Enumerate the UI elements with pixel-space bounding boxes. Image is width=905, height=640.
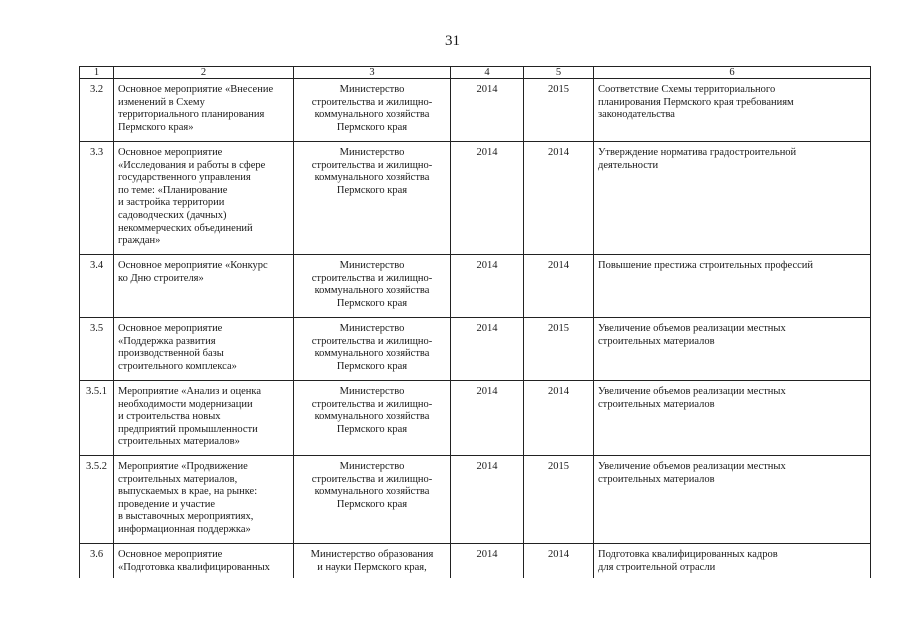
cell-text-line: строительных материалов bbox=[598, 398, 715, 410]
cell-text-line: для строительной отрасли bbox=[598, 561, 716, 573]
cell-text-line: «Исследования и работы в сфере bbox=[118, 159, 266, 171]
cell-text-line: Министерство образования bbox=[310, 549, 434, 560]
table-row bbox=[80, 255, 871, 318]
cell-text-line: и строительства новых bbox=[118, 411, 221, 423]
table-row bbox=[80, 456, 871, 544]
item-number: 3.5.1 bbox=[80, 381, 114, 456]
table-row bbox=[80, 544, 871, 579]
item-number: 3.5 bbox=[80, 318, 114, 381]
activity-name bbox=[114, 79, 294, 142]
cell-text-line: изменений в Схему bbox=[118, 96, 205, 108]
table-row bbox=[80, 381, 871, 456]
column-number-row bbox=[80, 67, 871, 79]
cell-text-line: коммунального хозяйства bbox=[314, 486, 430, 498]
cell-text-line: государственного управления bbox=[118, 172, 251, 184]
responsible-executor bbox=[294, 255, 451, 318]
cell-text-line: Пермского края bbox=[336, 121, 408, 133]
cell-text-line: строительного комплекса» bbox=[118, 360, 237, 372]
cell-text-line: ко Дню строителя» bbox=[118, 272, 204, 284]
cell-text-line: строительства и жилищно- bbox=[311, 335, 433, 347]
cell-text-line: и застройка территории bbox=[118, 197, 225, 209]
program-activities-table bbox=[79, 66, 871, 578]
cell-text-line: и науки Пермского края, bbox=[317, 561, 427, 573]
expected-result bbox=[594, 318, 871, 381]
activity-name bbox=[114, 318, 294, 381]
expected-result bbox=[594, 381, 871, 456]
end-year: 2014 bbox=[524, 544, 594, 579]
cell-text-line: законодательства bbox=[598, 109, 675, 121]
table-row bbox=[80, 318, 871, 381]
cell-text-line: коммунального хозяйства bbox=[314, 172, 430, 184]
cell-text-line: Министерство bbox=[339, 147, 405, 158]
end-year: 2014 bbox=[524, 142, 594, 255]
end-year: 2015 bbox=[524, 318, 594, 381]
cell-text-line: Пермского края bbox=[336, 423, 408, 435]
cell-text-line: граждан» bbox=[118, 235, 161, 247]
end-year: 2015 bbox=[524, 79, 594, 142]
cell-text-line: Основное мероприятие bbox=[118, 549, 223, 560]
item-number: 3.4 bbox=[80, 255, 114, 318]
activity-name bbox=[114, 381, 294, 456]
cell-text-line: строительства и жилищно- bbox=[311, 473, 433, 485]
start-year: 2014 bbox=[451, 544, 524, 579]
cell-text-line: строительства и жилищно- bbox=[311, 272, 433, 284]
start-year: 2014 bbox=[451, 79, 524, 142]
item-number: 3.5.2 bbox=[80, 456, 114, 544]
cell-text-line: Мероприятие «Продвижение bbox=[118, 461, 248, 472]
cell-text-line: Мероприятие «Анализ и оценка bbox=[118, 386, 262, 397]
cell-text-line: в выставочных мероприятиях, bbox=[118, 511, 254, 523]
cell-text-line: строительства и жилищно- bbox=[311, 96, 433, 108]
start-year: 2014 bbox=[451, 456, 524, 544]
cell-text-line: по теме: «Планирование bbox=[118, 184, 228, 196]
cell-text-line: Соответствие Схемы территориального bbox=[598, 84, 776, 95]
end-year: 2014 bbox=[524, 255, 594, 318]
cell-text-line: Пермского края bbox=[336, 297, 408, 309]
cell-text-line: необходимости модернизации bbox=[118, 398, 253, 410]
start-year: 2014 bbox=[451, 255, 524, 318]
cell-text-line: строительства и жилищно- bbox=[311, 159, 433, 171]
cell-text-line: строительных материалов bbox=[598, 335, 715, 347]
column-header: 1 bbox=[80, 67, 114, 79]
cell-text-line: строительных материалов, bbox=[118, 473, 238, 485]
cell-text-line: Пермского края bbox=[336, 184, 408, 196]
cell-text-line: Пермского края bbox=[336, 498, 408, 510]
cell-text-line: некоммерческих объединений bbox=[118, 222, 253, 234]
expected-result bbox=[594, 79, 871, 142]
cell-text-line: коммунального хозяйства bbox=[314, 109, 430, 121]
table-row bbox=[80, 142, 871, 255]
responsible-executor bbox=[294, 544, 451, 579]
cell-text-line: Министерство bbox=[339, 84, 405, 95]
cell-text-line: выпускаемых в крае, на рынке: bbox=[118, 486, 258, 498]
cell-text-line: Увеличение объемов реализации местных bbox=[598, 323, 786, 334]
cell-text-line: Пермского края bbox=[336, 360, 408, 372]
cell-text-line: Увеличение объемов реализации местных bbox=[598, 386, 786, 397]
activity-name bbox=[114, 255, 294, 318]
cell-text-line: информационная поддержка» bbox=[118, 523, 251, 535]
cell-text-line: садоводческих (дачных) bbox=[118, 209, 227, 221]
column-header: 4 bbox=[451, 67, 524, 79]
end-year: 2014 bbox=[524, 381, 594, 456]
cell-text-line: коммунального хозяйства bbox=[314, 285, 430, 297]
responsible-executor bbox=[294, 142, 451, 255]
cell-text-line: Основное мероприятие bbox=[118, 323, 223, 334]
start-year: 2014 bbox=[451, 142, 524, 255]
column-header: 6 bbox=[594, 67, 871, 79]
expected-result bbox=[594, 544, 871, 579]
start-year: 2014 bbox=[451, 318, 524, 381]
expected-result bbox=[594, 456, 871, 544]
cell-text-line: коммунального хозяйства bbox=[314, 411, 430, 423]
column-header: 5 bbox=[524, 67, 594, 79]
cell-text-line: деятельности bbox=[598, 159, 659, 171]
cell-text-line: Основное мероприятие «Внесение bbox=[118, 84, 274, 95]
cell-text-line: Пермского края» bbox=[118, 121, 194, 133]
start-year: 2014 bbox=[451, 381, 524, 456]
cell-text-line: планирования Пермского края требованиям bbox=[598, 96, 794, 108]
cell-text-line: проведение и участие bbox=[118, 498, 216, 510]
cell-text-line: Министерство bbox=[339, 323, 405, 334]
activity-name bbox=[114, 456, 294, 544]
activity-name bbox=[114, 142, 294, 255]
expected-result bbox=[594, 142, 871, 255]
cell-text-line: Повышение престижа строительных профессий bbox=[598, 260, 814, 271]
cell-text-line: предприятий промышленности bbox=[118, 423, 258, 435]
column-header: 3 bbox=[294, 67, 451, 79]
cell-text-line: «Подготовка квалифицированных bbox=[118, 561, 270, 573]
end-year: 2015 bbox=[524, 456, 594, 544]
cell-text-line: коммунального хозяйства bbox=[314, 348, 430, 360]
page-number: 31 bbox=[445, 33, 460, 49]
responsible-executor bbox=[294, 318, 451, 381]
cell-text-line: территориального планирования bbox=[118, 109, 265, 121]
activity-name bbox=[114, 544, 294, 579]
responsible-executor bbox=[294, 381, 451, 456]
cell-text-line: Основное мероприятие bbox=[118, 147, 223, 158]
item-number: 3.2 bbox=[80, 79, 114, 142]
cell-text-line: строительных материалов bbox=[598, 473, 715, 485]
expected-result bbox=[594, 255, 871, 318]
cell-text-line: Основное мероприятие «Конкурс bbox=[118, 260, 268, 271]
cell-text-line: «Поддержка развития bbox=[118, 335, 216, 347]
cell-text-line: производственной базы bbox=[118, 348, 224, 360]
cell-text-line: Подготовка квалифицированных кадров bbox=[598, 549, 778, 560]
cell-text-line: Утверждение норматива градостроительной bbox=[598, 147, 797, 158]
cell-text-line: Министерство bbox=[339, 386, 405, 397]
item-number: 3.6 bbox=[80, 544, 114, 579]
cell-text-line: Министерство bbox=[339, 260, 405, 271]
item-number: 3.3 bbox=[80, 142, 114, 255]
responsible-executor bbox=[294, 79, 451, 142]
cell-text-line: Министерство bbox=[339, 461, 405, 472]
cell-text-line: строительных материалов» bbox=[118, 436, 240, 448]
table-row bbox=[80, 79, 871, 142]
cell-text-line: строительства и жилищно- bbox=[311, 398, 433, 410]
responsible-executor bbox=[294, 456, 451, 544]
cell-text-line: Увеличение объемов реализации местных bbox=[598, 461, 786, 472]
column-header: 2 bbox=[114, 67, 294, 79]
